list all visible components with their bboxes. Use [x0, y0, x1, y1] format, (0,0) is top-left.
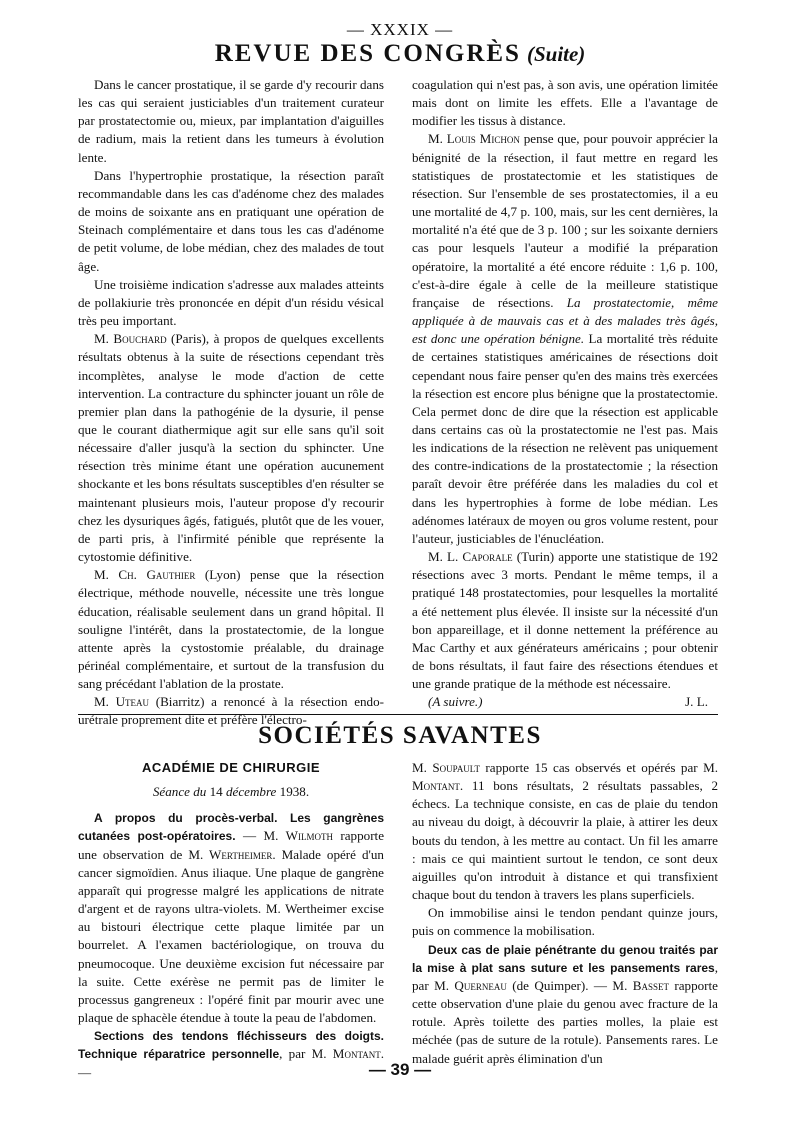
- author-name: M. Ch. Gauthier: [94, 567, 196, 583]
- paragraph: M. Louis Michon pense que, pour pouvoir apprécier la bénignité de la résection, il faut mettre en regard les statistiques de prostatectomie et les statistiques de résection. Sur l'ensemble de ses prostatectomies, il a eu une mortalité de 4,7 p. 100, mais, sur les cent dernières, la mortalité n'a été que de 3 p. 100 ; sur les soixante derniers cas pour lesquels l'auteur a modifié la préparation opératoire, la mortalité a été encore réduite : 1,6 p. 100, c'est-à-dire égale à celle de la meilleure statistique française de résections. La prostatectomie, même appliquée à de mauvais cas et à des malades très âgés, est donc une opération bénigne. La mortalité très réduite de certaines statistiques américaines de résections doit cependant nous faire penser qu'en des mains très exercées la résection est encore plus bénigne que la prostatectomie. Cela permet donc de dire que la résection est applicable dans certains cas où la prostatectomie ne l'est pas. Mais les indications de la résection ne relèvent pas uniquement des contre-indications de la prostatectomie ; la résection paraît devoir être préférée dans les maladies du col et dans les hypertrophies à forme de lobe médian. Les adénomes latéraux de moyen ou gros volume restent, pour l'auteur, justiciables de l'énucléation.: [412, 131, 718, 546]
- paragraph: M. Uteau (Biarritz) a renoncé à la résection endo-urétrale proprement dite et préfère l'électro-: [78, 694, 385, 728]
- paragraph: Dans le cancer prostatique, il se garde d'y recourir dans les cas qui seraient justiciables d'un traitement curateur par prostatectomie ou, mieux, par implantation d'aiguilles de radium, mais la retient dans les tumeurs à évolution lente.: [78, 77, 384, 165]
- section-divider: [78, 714, 718, 715]
- author-name: M. Querneau: [434, 977, 507, 993]
- article-signature: [412, 693, 718, 711]
- item-heading: Deux cas de plaie pénétrante du genou traités par la mise à plat sans suture et les pansements rares: [412, 942, 718, 975]
- author-name: M. Louis Michon: [428, 131, 520, 147]
- item-heading: A propos du procès-verbal. Les gangrènes cutanées post-opératoires.: [78, 811, 384, 844]
- author-name: M. Basset: [612, 977, 669, 993]
- item-heading: Sections des tendons fléchisseurs des doigts. Technique réparatrice personnelle: [78, 1029, 384, 1062]
- paragraph: On immobilise ainsi le tendon pendant quinze jours, puis on commence la mobilisation.: [412, 905, 718, 939]
- article-column-right: [412, 76, 718, 711]
- session-date: Séance du 14 décembre 1938.: [152, 784, 310, 800]
- societies-column-left: [78, 759, 384, 1082]
- paragraph: coagulation qui n'est pas, à son avis, une opération limitée mais dont on limite les effets. Elle a l'avantage de modifier les tissus à distance.: [412, 77, 718, 129]
- paragraph: Dans l'hypertrophie prostatique, la résection paraît recommandable dans les cas d'adénome chez des malades de moins de soixante ans en pratiquant une opération de Steinach complémentaire et dans tous les cas d'adénome de petit volume, de lobe médian, chez des malades de tout âge.: [78, 167, 384, 274]
- paragraph: A propos du procès-verbal. Les gangrènes cutanées post-opératoires. — M. Wilmoth rapporte une observation de M. Wertheimer. Malade opéré d'un cancer sigmoïdien. Anus iliaque. Une plaque de gangrène apparaît qui progresse malgré les applications de nitrate d'argent et de rayons ultra-violets. M. Wertheimer excise au bistouri électrique cette plaque limitée par un bourrelet. A l'examen bactériologique, on trouva du pneumocoque. Une deuxième excision fut nécessaire par la suite. Cette exérèse ne permit pas de limiter le processus gangreneux : l'opéré finit par mourir avec une plaque de sphacèle étendue à toute la peau de l'abdomen.: [78, 811, 385, 1026]
- italic-emphasis: La prostatectomie, même appliquée à de mauvais cas et à des malades très âgés, est donc une opération bénigne.: [412, 294, 718, 347]
- article-column-left: [78, 76, 384, 730]
- paragraph: Sections des tendons fléchisseurs des doigts. Technique réparatrice personnelle, par M. Montant. —: [78, 1029, 385, 1080]
- author-name: M. Wilmoth: [263, 828, 333, 844]
- author-name: M. Soupault: [412, 760, 480, 775]
- paragraph: Deux cas de plaie pénétrante du genou traités par la mise à plat sans suture et les pansements rares, par M. Querneau (de Quimper). — M. Basset rapporte cette observation d'une plaie du genou avec fracture de la rotule. Après toilette des parties molles, la plaie est méchée (pas de suture de la rotule). Pansements rares. Le malade guérit après élimination d'un: [412, 942, 718, 1066]
- paragraph: M. Bouchard (Paris), à propos de quelques excellents résultats obtenus à la suite de résections cependant très incomplètes, analyse le mode d'action de cette intervention. La contracture du sphincter jouant un rôle de premier plan dans la pathogénie de la dysurie, il pense que le courant diathermique agit sur elle sans qu'il soit nécessaire d'aller jusqu'à la section du sphincter. Une résection très minime étant une opération aucunement shockante et les bons résultats susceptibles d'en résulter se maintenant plusieurs mois, l'auteur propose d'y recourir chez les dysuriques âgés, fatigués, plutôt que de les vouer, de parti pris, à l'infirmité pénible que représente la cytostomie définitive.: [78, 331, 384, 565]
- author-name: M. Uteau: [94, 694, 150, 710]
- paragraph: M. Ch. Gauthier (Lyon) pense que la résection électrique, méthode nouvelle, nécessite une très longue éducation, réalisable seulement dans un grand hôpital. Il souligne l'intérêt, dans la prostatectomie, de la longue attente après la cystostomie préalable, du drainage périnéal complémentaire, et surtout de la transfusion du sang précédant l'ablation de la prostate.: [78, 567, 384, 692]
- academy-heading: ACADÉMIE DE CHIRURGIE: [141, 760, 321, 775]
- author-initials: J. L.: [685, 694, 708, 710]
- section-title-congress-review: [0, 40, 800, 68]
- author-name: M. Montant: [412, 760, 718, 794]
- paragraph: M. Soupault rapporte 15 cas observés et opérés par M. Montant. 11 bons résultats, 2 résultats passables, 2 échecs. La technique consiste, en cas de plaie du tendon au niveau du doigt, à découvrir la plaie, à attirer les deux bouts du tendon, à les mettre au contact. Un fil les amarre : mais ce qui maintient surtout le tendon, ce sont deux aiguilles qu'on introduit à distance et qui transfixient chaque bout du tendon à travers les plans superficiels.: [412, 760, 718, 903]
- to-be-continued: (A suivre.): [428, 694, 483, 710]
- section-title-suffix: (Suite): [526, 42, 586, 66]
- author-name: M. Bouchard: [94, 331, 167, 347]
- roman-page-number: — XXXIX —: [346, 20, 454, 39]
- societies-column-right: [412, 759, 718, 1068]
- author-name: M. Montant: [311, 1046, 381, 1062]
- page-number: — 39 —: [368, 1060, 432, 1079]
- paragraph: Une troisième indication s'adresse aux malades atteints de pollakiurie très prononcée en dépit d'un résidu vésical très peu important.: [78, 276, 384, 329]
- section-title-learned-societies: SOCIÉTÉS SAVANTES: [258, 722, 542, 749]
- paragraph: M. L. Caporale (Turin) apporte une statistique de 192 résections avec 3 morts. Pendant le même temps, il a pratiqué 148 prostatectomies, pour lesquelles la mortalité a été nettement plus élevée. Il insiste sur la nécessité d'un bon appareillage, et il donne nettement la préférence au Mac Carthy et aux générateurs américains ; pour obtenir de bons résultats, il faut faire des résections étendues et une grande pratique de la méthode est nécessaire.: [412, 549, 718, 692]
- author-name: M. Wertheimer: [188, 846, 273, 862]
- author-name: M. L. Caporale: [428, 549, 513, 565]
- section-title-text: REVUE DES CONGRÈS: [214, 40, 521, 67]
